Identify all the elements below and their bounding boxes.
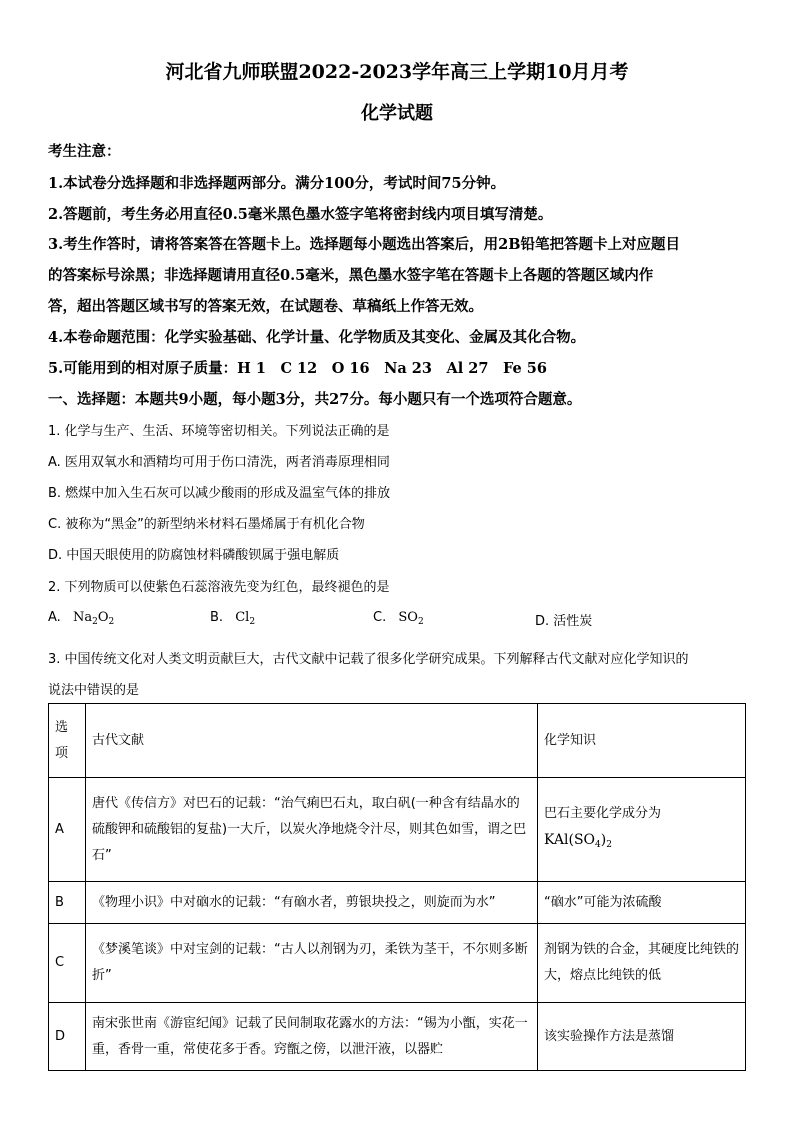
q2-option-d: D. 活性炭 xyxy=(535,614,593,629)
q2-stem: 2. 下列物质可以使紫色石蕊溶液先变为红色，最终褪色的是 xyxy=(48,580,390,595)
q1-stem: 1. 化学与生产、生活、环境等密切相关。下列说法正确的是 xyxy=(48,424,390,439)
notice-item-1: 1.本试卷分选择题和非选择题两部分。满分100分，考试时间75分钟。 xyxy=(48,175,506,192)
notice-item-4: 4.本卷命题范围：化学实验基础、化学计量、化学物质及其变化、金属及其化合物。 xyxy=(48,329,586,346)
table-row xyxy=(49,882,746,924)
q1-option-a: A. 医用双氧水和酒精均可用于伤口清洗，两者消毒原理相同 xyxy=(48,455,390,470)
row-text: 南宋张世南《游宦纪闻》记载了民间制取花露水的方法：“锡为小甑，实花一重，香骨一重，常使花多于香。窍甑之傍，以泄汗液，以器贮 xyxy=(86,1003,538,1071)
row-knowledge: 巴石主要化学成分为 $KAl(SO_4)_2$ xyxy=(538,778,746,882)
notice-item-3-end: 答，超出答题区域书写的答案无效，在试题卷、草稿纸上作答无效。 xyxy=(48,298,483,315)
table-row xyxy=(49,924,746,1003)
notice-item-3: 3.考生作答时，请将答案答在答题卡上。选择题每小题选出答案后，用2B铅笔把答题卡上对应题目 xyxy=(48,236,680,253)
exam-subtitle: 化学试题 xyxy=(361,103,433,124)
row-knowledge: “硇水”可能为浓硫酸 xyxy=(538,882,746,924)
row-option: D xyxy=(49,1003,86,1071)
row-option: B xyxy=(49,882,86,924)
row-option: C xyxy=(49,924,86,1003)
q3-stem-line1: 3. 中国传统文化对人类文明贡献巨大，古代文献中记载了很多化学研究成果。下列解释古代文献对应化学知识的 xyxy=(48,652,689,667)
q1-option-b: B. 燃煤中加入生石灰可以减少酸雨的形成及温室气体的排放 xyxy=(48,486,391,501)
row-text: 《物理小识》中对硇水的记载：“有硇水者，剪银块投之，则旋而为水” xyxy=(86,882,538,924)
row-text: 《梦溪笔谈》中对宝剑的记载：“古人以剂钢为刃，柔铁为茎干，不尔则多断折” xyxy=(86,924,538,1003)
section-heading: 一、选择题：本题共9小题，每小题3分，共27分。每小题只有一个选项符合题意。 xyxy=(48,391,582,408)
row-knowledge: 该实验操作方法是蒸馏 xyxy=(538,1003,746,1071)
q3-stem-line2: 说法中错误的是 xyxy=(48,683,140,698)
header-text: 古代文献 xyxy=(86,704,538,778)
notice-item-2: 2.答题前，考生务必用直径0.5毫米黑色墨水签字笔将密封线内项目填写清楚。 xyxy=(48,206,553,223)
q1-option-c: C. 被称为“黑金”的新型纳米材料石墨烯属于有机化合物 xyxy=(48,517,365,532)
q2-option-a: A. $Na_2O_2$ xyxy=(48,610,115,627)
header-option: 选 项 xyxy=(49,704,86,778)
row-text: 唐代《传信方》对巴石的记载：“治气痢巴石丸，取白矾(一种含有结晶水的硫酸钾和硫酸铝的复盐)一大斤，以炭火净地烧令汁尽，则其色如雪，谓之巴石” xyxy=(86,778,538,882)
exam-title: 河北省九师联盟2022-2023学年高三上学期10月月考 xyxy=(165,61,629,83)
notice-item-3-cont: 的答案标号涂黑；非选择题请用直径0.5毫米，黑色墨水签字笔在答题卡上各题的答题区域内作 xyxy=(48,267,654,284)
table-header-row xyxy=(49,704,746,778)
row-knowledge: 剂钢为铁的合金，其硬度比纯铁的大，熔点比纯铁的低 xyxy=(538,924,746,1003)
header-knowledge: 化学知识 xyxy=(538,704,746,778)
q2-option-c: C. $SO_2$ xyxy=(373,610,424,627)
q3-table xyxy=(48,703,746,1071)
row-option: A xyxy=(49,778,86,882)
q1-option-d: D. 中国天眼使用的防腐蚀材料磷酸钡属于强电解质 xyxy=(48,548,340,563)
q2-option-b: B. $Cl_2$ xyxy=(210,610,256,627)
table-row xyxy=(49,778,746,882)
table-row xyxy=(49,1003,746,1071)
notice-item-5: 5.可能用到的相对原子质量：H 1 C 12 O 16 Na 23 Al 27 Fe 56 xyxy=(48,360,547,377)
notice-heading: 考生注意： xyxy=(48,143,121,160)
